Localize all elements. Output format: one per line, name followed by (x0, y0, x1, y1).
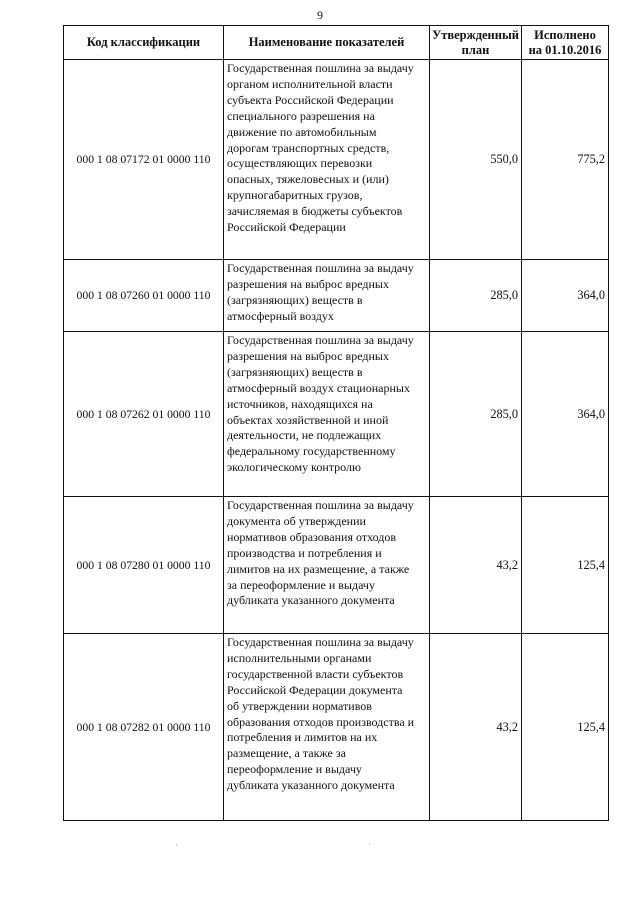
indicator-name (224, 634, 430, 821)
header-plan-line2: план (461, 42, 490, 57)
indicator-name-line: дубликата указанного документа (227, 778, 395, 793)
indicator-name-line: документа об утверждении (227, 513, 366, 528)
indicator-name-line: Государственная пошлина за выдачу (227, 635, 414, 649)
table-row (64, 260, 609, 332)
executed-value: 364,0 (522, 332, 609, 497)
indicator-name-line: осуществляющих перевозки (227, 156, 373, 171)
indicator-name-line: Государственная пошлина за выдачу (227, 498, 414, 512)
indicator-name-line: за переоформление и выдачу (227, 577, 375, 592)
indicator-name-line: Российской Федерации (227, 220, 346, 235)
header-done (522, 26, 609, 60)
approved-plan-value: 285,0 (430, 332, 522, 497)
approved-plan-value: 285,0 (430, 260, 522, 332)
indicator-name-line: федеральному государственному (227, 444, 396, 459)
header-done-line1: Исполнено (534, 27, 596, 42)
indicator-name-line: производства и потребления и (227, 545, 382, 560)
indicator-name-line: исполнительными органами (227, 650, 372, 665)
indicator-name-line: Государственная пошлина за выдачу (227, 261, 414, 275)
executed-value: 364,0 (522, 260, 609, 332)
executed-value: 125,4 (522, 634, 609, 821)
table-row (64, 60, 609, 260)
table-header-row (64, 26, 609, 60)
indicator-name-line: специального разрешения на (227, 108, 375, 123)
indicator-name-line: атмосферный воздух стационарных (227, 380, 410, 395)
table-row (64, 332, 609, 497)
classification-code: 000 1 08 07172 01 0000 110 (64, 60, 224, 260)
indicator-name-line: потребления и лимитов на их (227, 730, 378, 745)
header-done-line2: на 01.10.2016 (528, 42, 602, 57)
indicator-name-line: крупногабаритных грузов, (227, 188, 363, 203)
indicator-name-line: субъекта Российской Федерации (227, 92, 394, 107)
classification-code: 000 1 08 07282 01 0000 110 (64, 634, 224, 821)
indicator-name (224, 497, 430, 634)
indicator-name (224, 60, 430, 260)
table-row (64, 497, 609, 634)
revenue-table (63, 25, 609, 821)
executed-value: 125,4 (522, 497, 609, 634)
classification-code: 000 1 08 07280 01 0000 110 (64, 497, 224, 634)
indicator-name-line: образования отходов производства и (227, 714, 415, 729)
indicator-name-line: объектах хозяйственной и иной (227, 412, 389, 427)
table-row (64, 634, 609, 821)
approved-plan-value: 550,0 (430, 60, 522, 260)
scan-speck: · (175, 840, 178, 850)
indicator-name-line: дубликата указанного документа (227, 593, 395, 608)
indicator-name-line: атмосферный воздух (227, 308, 334, 323)
page-number: 9 (317, 8, 323, 22)
indicator-name-line: деятельности, не подлежащих (227, 428, 382, 443)
header-code: Код классификации (64, 26, 224, 60)
header-plan-line1: Утвержденный (432, 27, 519, 42)
approved-plan-value: 43,2 (430, 497, 522, 634)
header-name: Наименование показателей (224, 26, 430, 60)
indicator-name-line: Российской Федерации документа (227, 682, 403, 697)
classification-code: 000 1 08 07262 01 0000 110 (64, 332, 224, 497)
indicator-name-line: государственной власти субъектов (227, 666, 404, 681)
indicator-name-line: (загрязняющих) веществ в (227, 292, 363, 307)
indicator-name-line: движение по автомобильным (227, 124, 377, 139)
executed-value: 775,2 (522, 60, 609, 260)
indicator-name-line: Государственная пошлина за выдачу (227, 61, 414, 75)
indicator-name-line: опасных, тяжеловесных и (или) (227, 172, 389, 187)
indicator-name-line: разрешения на выброс вредных (227, 348, 389, 363)
indicator-name-line: размещение, а также за (227, 746, 346, 761)
approved-plan-value: 43,2 (430, 634, 522, 821)
indicator-name (224, 332, 430, 497)
classification-code: 000 1 08 07260 01 0000 110 (64, 260, 224, 332)
indicator-name (224, 260, 430, 332)
table-body (64, 60, 609, 821)
indicator-name-line: органом исполнительной власти (227, 76, 393, 91)
indicator-name-line: (загрязняющих) веществ в (227, 364, 363, 379)
indicator-name-line: Государственная пошлина за выдачу (227, 333, 414, 347)
indicator-name-line: источников, находящихся на (227, 396, 373, 411)
indicator-name-line: переоформление и выдачу (227, 762, 362, 777)
indicator-name-line: дорогам транспортных средств, (227, 140, 390, 155)
indicator-name-line: зачисляемая в бюджеты субъектов (227, 204, 403, 219)
indicator-name-line: экологическому контролю (227, 460, 361, 475)
indicator-name-line: лимитов на их размещение, а также (227, 561, 410, 576)
header-plan (430, 26, 522, 60)
indicator-name-line: об утверждении нормативов (227, 698, 372, 713)
scan-speck: ˙ (368, 842, 371, 852)
indicator-name-line: нормативов образования отходов (227, 529, 397, 544)
indicator-name-line: разрешения на выброс вредных (227, 276, 389, 291)
